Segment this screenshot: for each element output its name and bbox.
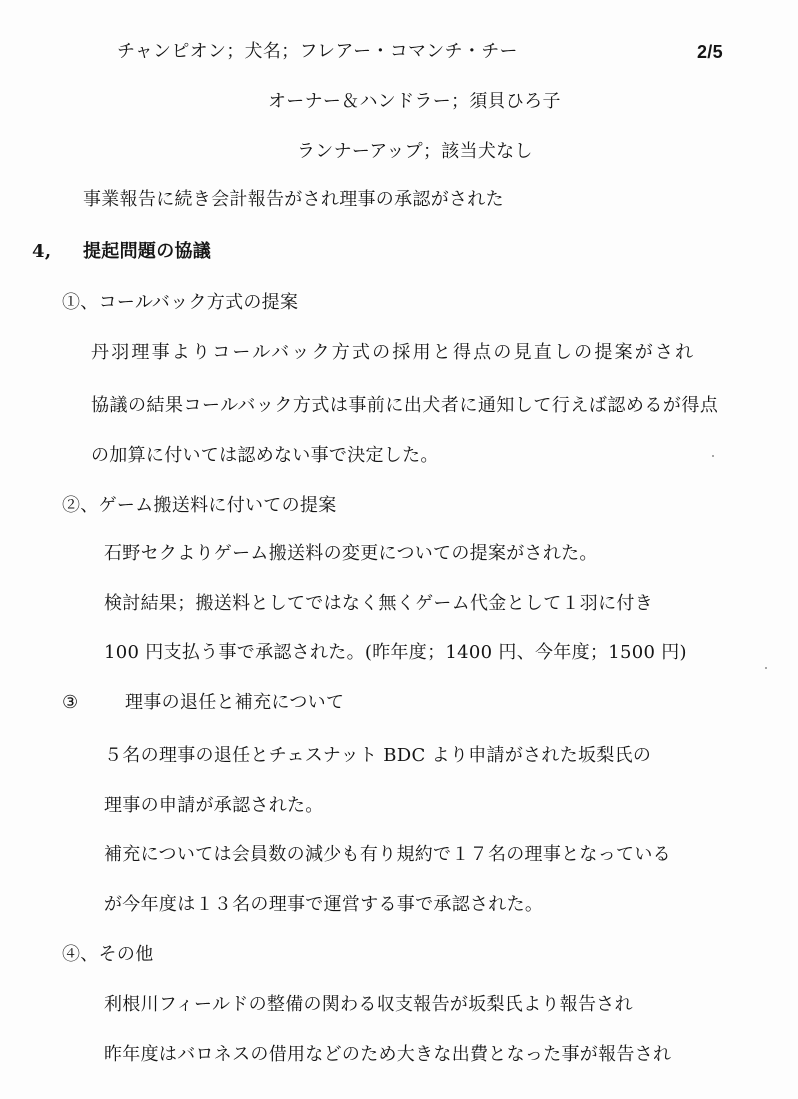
item-heading-other: ④、その他: [62, 944, 154, 965]
body-line: 協議の結果コールバック方式は事前に出犬者に通知して行えば認めるが得点: [91, 395, 719, 416]
section-title: 提起問題の協議: [83, 241, 212, 262]
owner-handler-line: オーナー＆ハンドラー；須貝ひろ子: [268, 91, 561, 112]
champion-line: チャンピオン；犬名；フレアー・コマンチ・チー: [117, 41, 518, 62]
body-line: の加算に付いては認めない事で決定した。: [91, 445, 439, 466]
report-note: 事業報告に続き会計報告がされ理事の承認がされた: [83, 189, 504, 210]
body-line: ５名の理事の退任とチェスナット BDC より申請がされた坂梨氏の: [104, 745, 652, 766]
body-line: 補充については会員数の減少も有り規約で１７名の理事となっている: [104, 844, 671, 865]
body-line: 100 円支払う事で承認された。(昨年度；1400 円、今年度；1500 円): [104, 642, 687, 663]
body-line: 石野セクよりゲーム搬送料の変更についての提案がされた。: [104, 543, 598, 564]
body-line: 利根川フィールドの整備の関わる収支報告が坂梨氏より報告され: [104, 994, 633, 1015]
item-number-3: ③: [62, 692, 79, 713]
body-line: 丹羽理事よりコールバック方式の採用と得点の見直しの提案がされ: [91, 342, 696, 363]
scan-speck: [765, 667, 767, 669]
section-number: 4,: [32, 241, 52, 262]
body-line: 検討結果；搬送料としてではなく無くゲーム代金として１羽に付き: [104, 593, 653, 614]
item-heading-directors: 理事の退任と補充について: [125, 692, 345, 713]
body-line: 理事の申請が承認された。: [104, 795, 324, 816]
scan-speck: [712, 455, 714, 457]
body-line: が今年度は１３名の理事で運営する事で承認された。: [104, 894, 544, 915]
body-line: 昨年度はバロネスの借用などのため大きな出費となった事が報告され: [104, 1044, 672, 1065]
item-heading-game-transport: ②、ゲーム搬送料に付いての提案: [62, 495, 337, 516]
page-number: 2/5: [697, 42, 723, 62]
runner-up-line: ランナーアップ；該当犬なし: [297, 141, 533, 162]
item-heading-callback: ①、コールバック方式の提案: [62, 292, 299, 313]
